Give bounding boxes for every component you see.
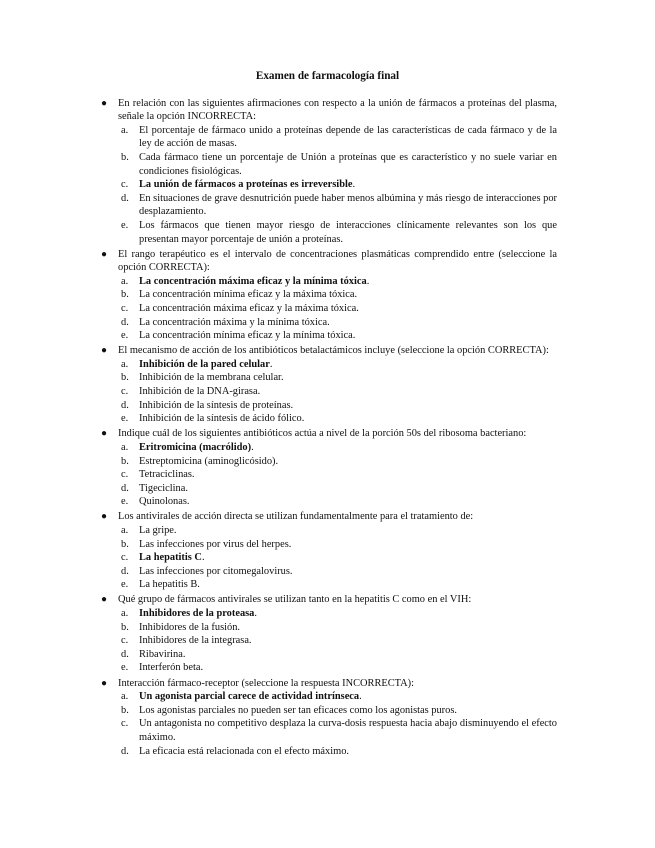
option-text: El porcentaje de fármaco unido a proteínas depende de las características de cada fármaco y de la ley de acción de masas. — [139, 124, 557, 150]
answer-option — [118, 329, 557, 343]
option-letter: a. — [121, 275, 129, 287]
option-letter: b. — [121, 151, 129, 163]
answer-option — [118, 455, 557, 469]
option-letter: d. — [121, 399, 129, 411]
answer-option — [118, 385, 557, 399]
option-letter: a. — [121, 691, 129, 703]
option-letter: d. — [121, 648, 129, 660]
answer-option — [118, 648, 557, 662]
option-text: Las infecciones por citomegalovirus. — [139, 565, 293, 577]
option-letter: b. — [121, 372, 129, 384]
answer-option — [118, 704, 557, 718]
option-text: La hepatitis C — [139, 552, 202, 564]
answer-option — [118, 316, 557, 330]
option-list — [118, 607, 557, 675]
option-text: Los agonistas parciales no pueden ser tan eficaces como los agonistas puros. — [139, 704, 457, 716]
option-text: Las infecciones por virus del herpes. — [139, 538, 292, 550]
question-item — [98, 248, 557, 343]
option-text: Los fármacos que tienen mayor riesgo de interacciones clínicamente relevantes son los que presentan mayor porcentaje de unión a proteínas. — [139, 219, 557, 245]
option-text: Tetraciclinas. — [139, 469, 195, 481]
answer-option — [118, 661, 557, 675]
option-letter: e. — [121, 219, 129, 231]
question-item — [98, 427, 557, 509]
question-item — [98, 677, 557, 759]
option-text: Inhibición de la pared celular — [139, 358, 270, 370]
question-item — [98, 593, 557, 675]
option-text: La concentración máxima eficaz y la máxima tóxica. — [139, 303, 359, 314]
option-suffix: . — [359, 691, 362, 703]
answer-option — [118, 399, 557, 413]
option-text: Ribavirina. — [139, 648, 186, 660]
option-letter: a. — [121, 525, 129, 536]
option-text: Inhibidores de la fusión. — [139, 621, 240, 633]
bullet-icon: ● — [101, 677, 108, 689]
option-text: La hepatitis B. — [139, 579, 200, 591]
option-text: La unión de fármacos a proteínas es irreversible — [139, 179, 353, 191]
answer-option — [118, 288, 557, 302]
option-text: La gripe. — [139, 525, 177, 536]
option-suffix: . — [366, 275, 370, 287]
option-letter: a. — [121, 358, 129, 370]
option-letter: b. — [121, 704, 129, 716]
option-letter: e. — [121, 496, 129, 508]
option-letter: d. — [121, 745, 129, 757]
option-text: Estreptomicina (aminoglicósido). — [139, 455, 279, 467]
option-letter: e. — [121, 579, 129, 591]
answer-option — [118, 621, 557, 635]
option-letter: e. — [121, 662, 129, 674]
answer-option — [118, 578, 557, 592]
question-stem: En relación con las siguientes afirmaciones con respecto a la unión de fármacos a proteínas del plasma, señale la opción INCORRECTA: — [118, 97, 557, 123]
option-letter: e. — [121, 330, 129, 342]
bullet-icon: ● — [101, 248, 108, 260]
question-item — [98, 344, 557, 426]
answer-option — [118, 371, 557, 385]
option-text: Tigeciclina. — [139, 482, 188, 494]
option-text: La concentración máxima y la mínima tóxica. — [139, 316, 330, 328]
answer-option-correct — [118, 690, 557, 704]
option-letter: b. — [121, 538, 129, 550]
option-suffix: . — [251, 441, 254, 453]
option-list — [118, 441, 557, 509]
option-text: Un antagonista no competitivo desplaza la curva-dosis respuesta hacia abajo disminuyendo el efecto máximo. — [139, 718, 557, 743]
question-stem: Indique cuál de los siguientes antibióticos actúa a nivel de la porción 50s del ribosoma bacteriano: — [118, 428, 527, 440]
option-letter: c. — [121, 179, 129, 191]
option-text: Quinolonas. — [139, 496, 190, 508]
option-letter: c. — [121, 718, 129, 730]
option-text: Cada fármaco tiene un porcentaje de Unión a proteínas que es característico y no suele variar en condiciones fisiológicas. — [139, 151, 557, 177]
option-text: Inhibición de la DNA-girasa. — [139, 386, 261, 398]
option-text: Inhibición de la membrana celular. — [139, 372, 284, 384]
option-letter: b. — [121, 289, 129, 301]
question-item — [98, 510, 557, 592]
answer-option — [118, 468, 557, 482]
option-text: La concentración mínima eficaz y la máxima tóxica. — [139, 289, 358, 301]
question-stem: Qué grupo de fármacos antivirales se utilizan tanto en la hepatitis C como en el VIH: — [118, 594, 472, 606]
option-list — [118, 275, 557, 343]
option-letter: c. — [121, 635, 129, 647]
answer-option — [118, 524, 557, 538]
option-letter: c. — [121, 469, 129, 481]
option-text: La eficacia está relacionada con el efecto máximo. — [139, 745, 349, 757]
answer-option — [118, 495, 557, 509]
answer-option — [118, 745, 557, 759]
answer-option — [118, 565, 557, 579]
option-letter: a. — [121, 441, 129, 453]
option-letter: a. — [121, 608, 129, 620]
option-list — [118, 690, 557, 758]
option-letter: c. — [121, 552, 129, 564]
option-text: Inhibidores de la proteasa — [139, 608, 255, 620]
option-text: Inhibición de la síntesis de ácido fólico. — [139, 413, 305, 425]
answer-option — [118, 482, 557, 496]
document-title: Examen de farmacología final — [255, 70, 400, 82]
answer-option-correct — [118, 275, 557, 289]
answer-option — [118, 151, 557, 178]
answer-option-correct — [118, 358, 557, 372]
question-stem: El rango terapéutico es el intervalo de concentraciones plasmáticas comprendido entre (seleccione la opción CORRECTA): — [118, 248, 557, 274]
bullet-icon: ● — [101, 428, 108, 440]
answer-option — [118, 219, 557, 246]
answer-option-correct — [118, 607, 557, 621]
bullet-icon: ● — [101, 511, 108, 523]
option-text: Inhibidores de la integrasa. — [139, 635, 252, 647]
option-letter: a. — [121, 124, 129, 136]
option-letter: d. — [121, 316, 129, 328]
answer-option — [118, 302, 557, 316]
option-letter: d. — [121, 565, 129, 577]
option-suffix: . — [201, 552, 205, 564]
question-stem: Interacción fármaco-receptor (seleccione la respuesta INCORRECTA): — [118, 677, 415, 689]
option-letter: b. — [121, 455, 129, 467]
option-letter: d. — [121, 192, 129, 204]
answer-option — [118, 124, 557, 151]
option-suffix: . — [254, 608, 257, 620]
answer-option — [118, 192, 557, 219]
option-letter: d. — [121, 482, 129, 494]
option-text: La concentración máxima eficaz y la mínima tóxica — [139, 275, 367, 287]
option-suffix: . — [269, 358, 273, 370]
option-letter: c. — [121, 303, 129, 314]
option-letter: c. — [121, 386, 129, 398]
option-list — [118, 524, 557, 592]
question-stem: El mecanismo de acción de los antibióticos betalactámicos incluye (seleccione la opción CORRECTA): — [118, 345, 549, 357]
option-text: Inhibición de la síntesis de proteínas. — [139, 399, 294, 411]
option-text: Interferón beta. — [139, 662, 204, 674]
answer-option — [118, 538, 557, 552]
answer-option-correct — [118, 551, 557, 565]
option-text: La concentración mínima eficaz y la mínima tóxica. — [139, 330, 356, 342]
option-suffix: . — [352, 179, 356, 191]
answer-option — [118, 634, 557, 648]
question-stem: Los antivirales de acción directa se utilizan fundamentalmente para el tratamiento de: — [118, 511, 474, 523]
option-text: Eritromicina (macrólido) — [139, 441, 252, 453]
option-list — [118, 124, 557, 246]
option-list — [118, 358, 557, 426]
option-letter: e. — [121, 413, 129, 425]
option-text: Un agonista parcial carece de actividad intrínseca — [139, 691, 360, 703]
bullet-icon: ● — [101, 594, 108, 606]
answer-option — [118, 412, 557, 426]
question-item — [98, 97, 557, 247]
option-text: En situaciones de grave desnutrición puede haber menos albúmina y más riesgo de interacciones por desplazamiento. — [139, 192, 557, 218]
answer-option-correct — [118, 178, 557, 192]
bullet-icon: ● — [101, 97, 108, 109]
answer-option — [118, 717, 557, 744]
question-list — [98, 97, 557, 759]
option-letter: b. — [121, 621, 129, 633]
answer-option-correct — [118, 441, 557, 455]
bullet-icon: ● — [101, 345, 108, 357]
